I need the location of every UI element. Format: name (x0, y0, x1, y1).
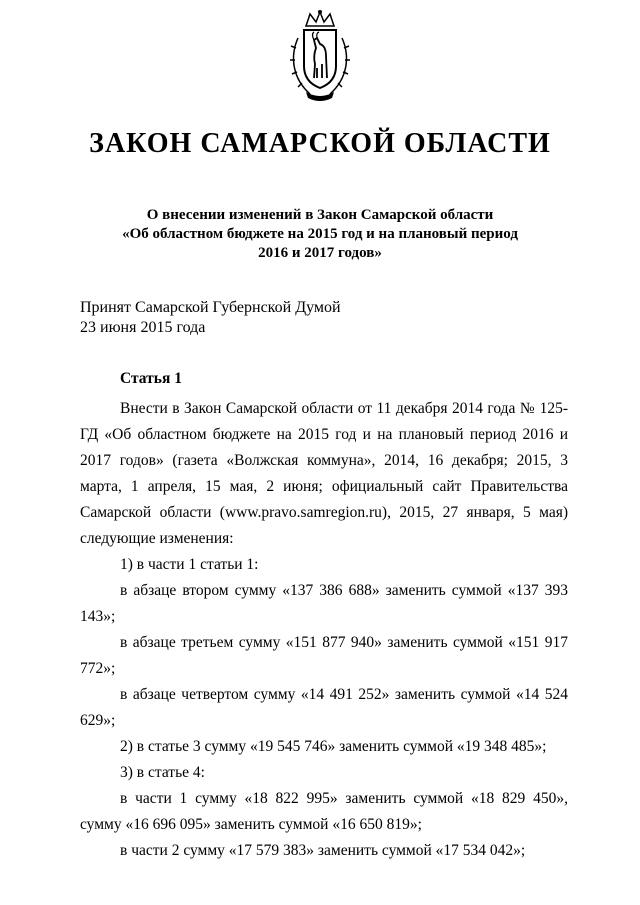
article-intro: Внести в Закон Самарской области от 11 декабря 2014 года № 125-ГД «Об областном бюджете на 2015 год и на плановый период 2016 и 2017 годов» (газета «Волжская коммуна», 2014, 16 декабря; 2015, 3 марта, 1 апреля, 15 мая, 2 июня; официальный сайт Правительства Самарской области (www.pravo.samregion.ru), 2015, 27 января, 5 мая) следующие изменения: (80, 400, 568, 547)
list-item: в абзаце четвертом сумму «14 491 252» заменить суммой «14 524 629»; (80, 686, 568, 729)
list-item: в абзаце втором сумму «137 386 688» заменить суммой «137 393 143»; (80, 582, 568, 625)
article-body (80, 396, 568, 864)
samara-coat-of-arms-icon (284, 8, 356, 104)
page-title: ЗАКОН САМАРСКОЙ ОБЛАСТИ (89, 128, 551, 159)
list-item: 1) в части 1 статьи 1: (120, 556, 259, 573)
list-item: 2) в статье 3 сумму «19 545 746» заменить суммой «19 348 485»; (120, 738, 547, 755)
article-heading: Статья 1 (120, 370, 182, 387)
subtitle-line-1: О внесении изменений в Закон Самарской области (146, 207, 494, 223)
list-item: в части 2 сумму «17 579 383» заменить суммой «17 534 042»; (120, 842, 526, 859)
adoption-date: 23 июня 2015 года (80, 319, 206, 336)
adoption-body: Принят Самарской Губернской Думой (80, 299, 341, 316)
adoption-info (80, 298, 341, 338)
list-item: в части 1 сумму «18 822 995» заменить суммой «18 829 450», сумму «16 696 095» заменить суммой «16 650 819»; (80, 790, 568, 833)
subtitle-line-3: 2016 и 2017 годов» (258, 245, 382, 261)
list-item: 3) в статье 4: (120, 764, 205, 781)
subtitle-line-2: «Об областном бюджете на 2015 год и на плановый период (122, 226, 518, 242)
list-item: в абзаце третьем сумму «151 877 940» заменить суммой «151 917 772»; (80, 634, 568, 677)
law-subtitle (60, 206, 580, 263)
